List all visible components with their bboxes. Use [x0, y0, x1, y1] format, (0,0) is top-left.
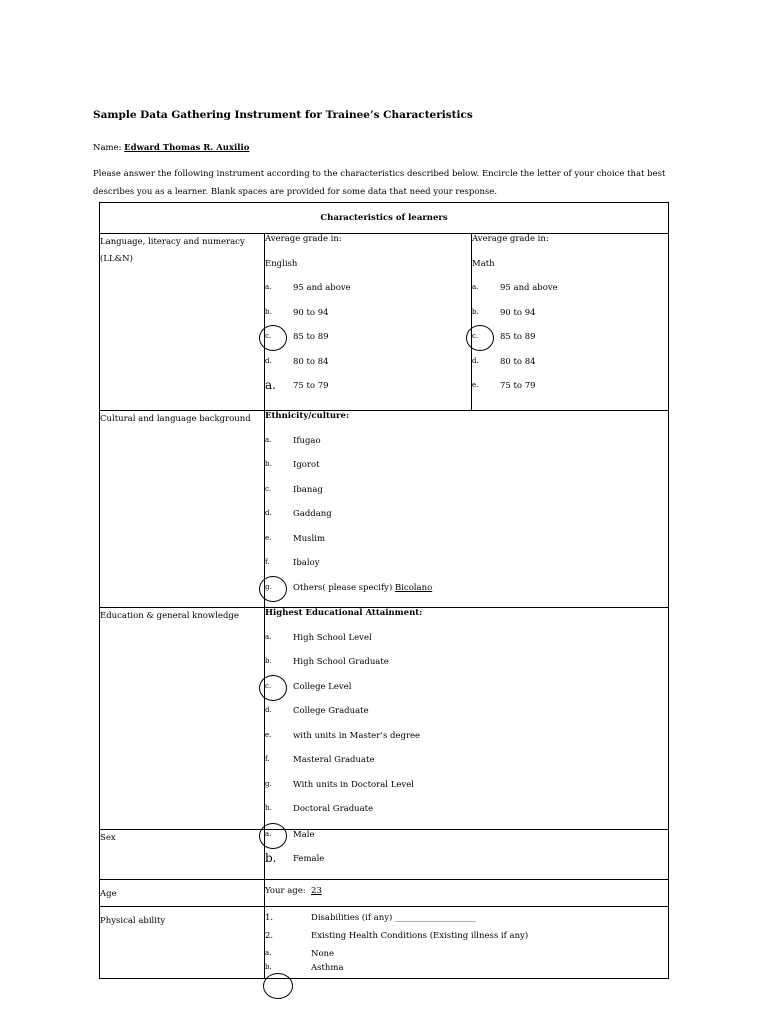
- english-option-c[interactable]: [265, 332, 471, 357]
- english-option-b[interactable]: [265, 308, 471, 333]
- culture-option-f[interactable]: [265, 558, 668, 583]
- math-option-e[interactable]: [472, 381, 668, 406]
- option-text: Male: [293, 829, 315, 840]
- option-letter: d.: [265, 509, 272, 517]
- option-letter-circled: g.: [265, 583, 293, 591]
- category-physical: Physical ability: [100, 906, 265, 978]
- option-letter: e.: [472, 381, 479, 389]
- english-option-d[interactable]: [265, 357, 471, 382]
- option-text: College Level: [293, 681, 352, 692]
- math-option-b[interactable]: [472, 308, 668, 333]
- option-letter: a.: [472, 283, 479, 291]
- option-letter: c.: [265, 484, 272, 493]
- culture-cell: [265, 411, 669, 608]
- english-label: Average grade in:: [265, 234, 342, 244]
- option-text: 80 to 84: [293, 356, 329, 367]
- option-text: Ibaloy: [293, 558, 320, 568]
- option-letter: f.: [265, 558, 270, 566]
- culture-option-d[interactable]: [265, 509, 668, 534]
- sex-option-a[interactable]: [265, 830, 668, 855]
- english-option-a[interactable]: [265, 283, 471, 308]
- option-text: Gaddang: [293, 509, 332, 519]
- category-culture: Cultural and language background: [100, 411, 265, 608]
- option-letter: b.: [265, 657, 272, 665]
- sex-cell: [265, 829, 669, 879]
- instructions: Please answer the following instrument according to the characteristics described below. Encircle the letter of your choice that best describes you as a learner. Blank spaces are provided for some data that need your response.: [93, 169, 666, 197]
- english-subject: English: [265, 258, 298, 269]
- physical-item-2: 2. Existing Health Conditions (Existing illness if any): [265, 930, 529, 941]
- education-option-g[interactable]: [265, 780, 668, 805]
- education-option-a[interactable]: [265, 633, 668, 658]
- option-letter: h.: [265, 804, 272, 812]
- english-grade-cell: [265, 234, 472, 411]
- option-letter-circled: c.: [472, 332, 500, 340]
- name-value: Edward Thomas R. Auxilio: [124, 143, 250, 153]
- age-label: Your age:: [265, 885, 306, 896]
- answer-circle: [263, 973, 293, 999]
- option-text: 90 to 94: [500, 307, 536, 318]
- option-text: Others( please specify): [293, 582, 393, 593]
- option-letter: e.: [265, 730, 272, 739]
- option-text: High School Graduate: [293, 657, 389, 667]
- physical-item-1: 1. Disabilities (if any) ___________________: [265, 912, 476, 923]
- physical-cell: [265, 906, 669, 978]
- physical-option-b[interactable]: b. Asthma: [265, 962, 344, 973]
- option-letter: a.: [265, 632, 272, 641]
- culture-option-a[interactable]: [265, 436, 668, 461]
- option-letter: d.: [265, 356, 272, 365]
- option-letter: b.: [265, 851, 277, 865]
- option-text: With units in Doctoral Level: [293, 779, 414, 790]
- document-title: Sample Data Gathering Instrument for Trainee’s Characteristics: [93, 109, 473, 121]
- option-text: College Graduate: [293, 706, 369, 716]
- option-text: Doctoral Graduate: [293, 804, 374, 814]
- table-header: Characteristics of learners: [100, 203, 669, 234]
- culture-heading: Ethnicity/culture:: [265, 411, 350, 421]
- option-text: Female: [293, 854, 325, 864]
- education-cell: [265, 608, 669, 830]
- option-text: 75 to 79: [500, 381, 536, 391]
- option-text: 85 to 89: [500, 332, 536, 342]
- option-letter: b.: [265, 307, 272, 316]
- age-cell: [265, 879, 669, 906]
- option-text: 75 to 79: [293, 381, 329, 391]
- option-text: 95 and above: [293, 283, 351, 293]
- math-subject: Math: [472, 258, 495, 269]
- option-text: High School Level: [293, 632, 372, 643]
- option-letter: g.: [265, 779, 272, 788]
- culture-option-e[interactable]: [265, 534, 668, 559]
- education-option-d[interactable]: [265, 706, 668, 731]
- education-option-f[interactable]: [265, 755, 668, 780]
- option-text: 85 to 89: [293, 332, 329, 342]
- education-heading: Highest Educational Attainment:: [265, 608, 423, 618]
- option-letter: b.: [472, 307, 479, 316]
- sex-option-b[interactable]: [265, 851, 668, 872]
- category-education: Education & general knowledge: [100, 608, 265, 830]
- math-option-a[interactable]: [472, 283, 668, 308]
- math-option-d[interactable]: [472, 357, 668, 382]
- education-option-h[interactable]: [265, 804, 668, 829]
- math-option-c[interactable]: [472, 332, 668, 357]
- physical-option-a[interactable]: a. None: [265, 948, 335, 959]
- option-text: Ifugao: [293, 435, 321, 446]
- option-letter: a.: [265, 378, 276, 392]
- characteristics-table: [99, 202, 669, 979]
- culture-option-b[interactable]: [265, 460, 668, 485]
- option-letter: d.: [265, 706, 272, 714]
- age-value: 23: [311, 885, 322, 896]
- option-text: 80 to 84: [500, 356, 536, 367]
- education-option-b[interactable]: [265, 657, 668, 682]
- culture-other-value: Bicolano: [394, 582, 433, 593]
- option-letter: a.: [265, 435, 272, 444]
- category-age: Age: [100, 879, 265, 906]
- option-text: 90 to 94: [293, 307, 329, 318]
- option-letter-circled: c.: [265, 682, 293, 690]
- category-sex: Sex: [100, 829, 265, 879]
- option-text: 95 and above: [500, 283, 558, 293]
- option-letter: f.: [265, 755, 270, 763]
- option-letter-circled: c.: [265, 332, 293, 340]
- option-text: Masteral Graduate: [293, 755, 375, 765]
- option-letter: a.: [265, 283, 272, 291]
- math-grade-cell: [472, 234, 669, 411]
- option-text: Igorot: [293, 460, 320, 470]
- option-letter: b.: [265, 460, 272, 468]
- culture-option-c[interactable]: [265, 485, 668, 510]
- education-option-c[interactable]: [265, 682, 668, 707]
- option-letter-circled: a.: [265, 830, 293, 838]
- name-label: Name:: [93, 143, 122, 153]
- english-option-e[interactable]: [265, 378, 471, 406]
- culture-option-g[interactable]: [265, 583, 668, 608]
- education-option-e[interactable]: [265, 731, 668, 756]
- option-letter: e.: [265, 533, 272, 542]
- option-text: Muslim: [293, 533, 326, 544]
- category-llN: Language, literacy and numeracy (LL&N): [100, 234, 265, 411]
- math-label: Average grade in:: [472, 234, 549, 244]
- option-text: Ibanag: [293, 484, 323, 495]
- name-line: [93, 143, 249, 153]
- option-text: with units in Master’s degree: [293, 730, 421, 741]
- option-letter: d.: [472, 356, 479, 365]
